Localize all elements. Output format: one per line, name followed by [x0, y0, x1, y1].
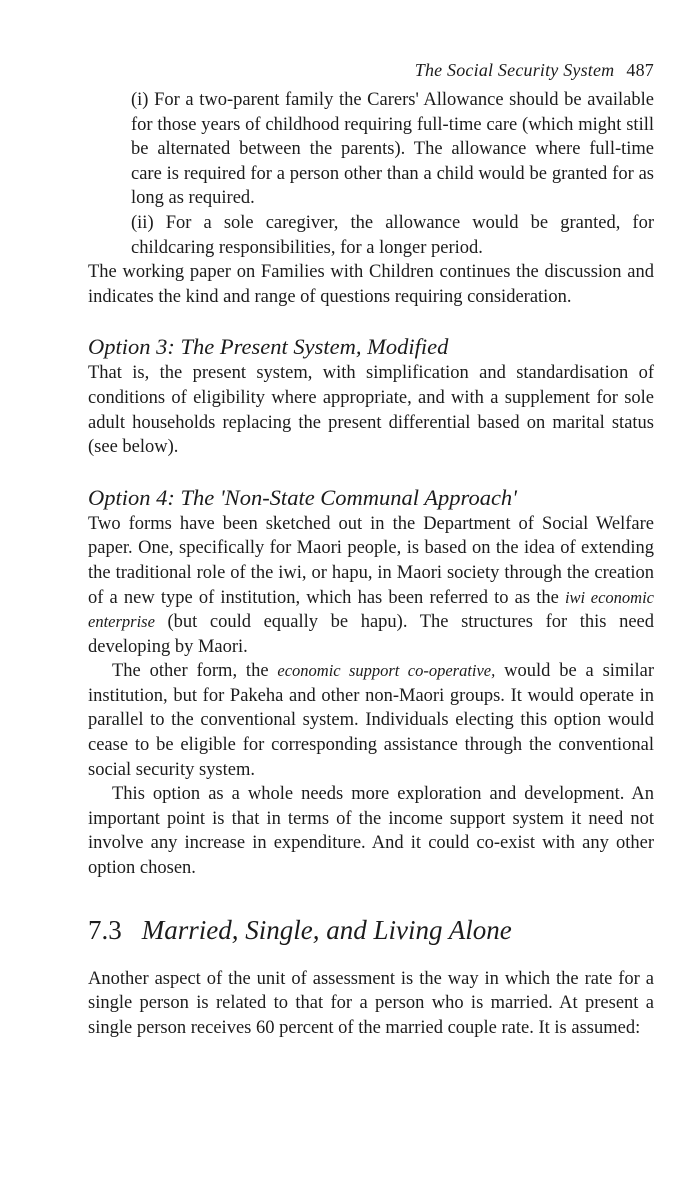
option-3-heading — [88, 333, 654, 361]
list-item-sole-caregiver: (ii) For a sole caregiver, the allowance would be granted, for childcaring responsibilities, for a longer period. — [131, 212, 654, 258]
option-3-body: That is, the present system, with simplification and standardisation of conditions of eligibility where appropriate, and with a supplement for sole adult households replacing the present differential based on marital status (see below). — [88, 363, 654, 458]
page-number: 487 — [626, 60, 654, 80]
option-4-paragraph-2 — [88, 659, 654, 782]
economic-support-cooperative-term: economic support co-operative, — [277, 661, 496, 681]
section-number: 7.3 — [88, 914, 122, 945]
running-head — [88, 58, 654, 82]
option-4-heading — [88, 484, 654, 512]
section-heading — [88, 913, 654, 947]
option-3-title: The Present System, Modified — [180, 334, 449, 360]
option-3-label: Option 3: — [88, 334, 175, 360]
option-4-label: Option 4: — [88, 484, 175, 510]
iwi-economic-enterprise-term: iwi economic enterprise — [88, 587, 654, 632]
page — [88, 58, 654, 1040]
option-4-title: The 'Non-State Communal Approach' — [180, 484, 517, 510]
option-4-p2-text-a: The other form, the — [112, 661, 278, 682]
running-head-title: The Social Security System — [414, 60, 615, 80]
option-4-p1-text-b: (but could equally be hapu). The structures for this need developing by Maori. — [88, 612, 654, 657]
paragraph-working-paper: The working paper on Families with Children continues the discussion and indicates the kind and range of questions requiring consideration. — [88, 262, 654, 307]
option-4-p2-text-b: would be a similar institution, but for Pakeha and other non-Maori groups. It would operate in parallel to the conventional system. Individuals electing this option would cease to be eligible for corresponding assistance through the conventional social security system. — [88, 661, 654, 780]
option-4-paragraph-3: This option as a whole needs more exploration and development. An important point is that in terms of the income support system it need not involve any increase in expenditure. And it could co-exist with any other option chosen. — [88, 784, 654, 879]
section-body: Another aspect of the unit of assessment is the way in which the rate for a single person is related to that for a person who is married. At present a single person receives 60 percent of the married couple rate. It is assumed: — [88, 968, 654, 1038]
list-item-two-parent: (i) For a two-parent family the Carers' Allowance should be available for those years of childhood requiring full-time care (which might still be alternated between the parents). The allowance where full-time care is required for a person other than a child would be granted for as long as required. — [131, 90, 654, 209]
option-4-p1-text-a: Two forms have been sketched out in the Department of Social Welfare paper. One, specifically for Maori people, is based on the idea of extending the traditional role of the iwi, or hapu, in Maori society through the creation of a new type of institution, which has been referred to as the — [88, 513, 654, 608]
section-title: Married, Single, and Living Alone — [141, 914, 512, 945]
option-4-paragraph-1 — [88, 512, 654, 660]
